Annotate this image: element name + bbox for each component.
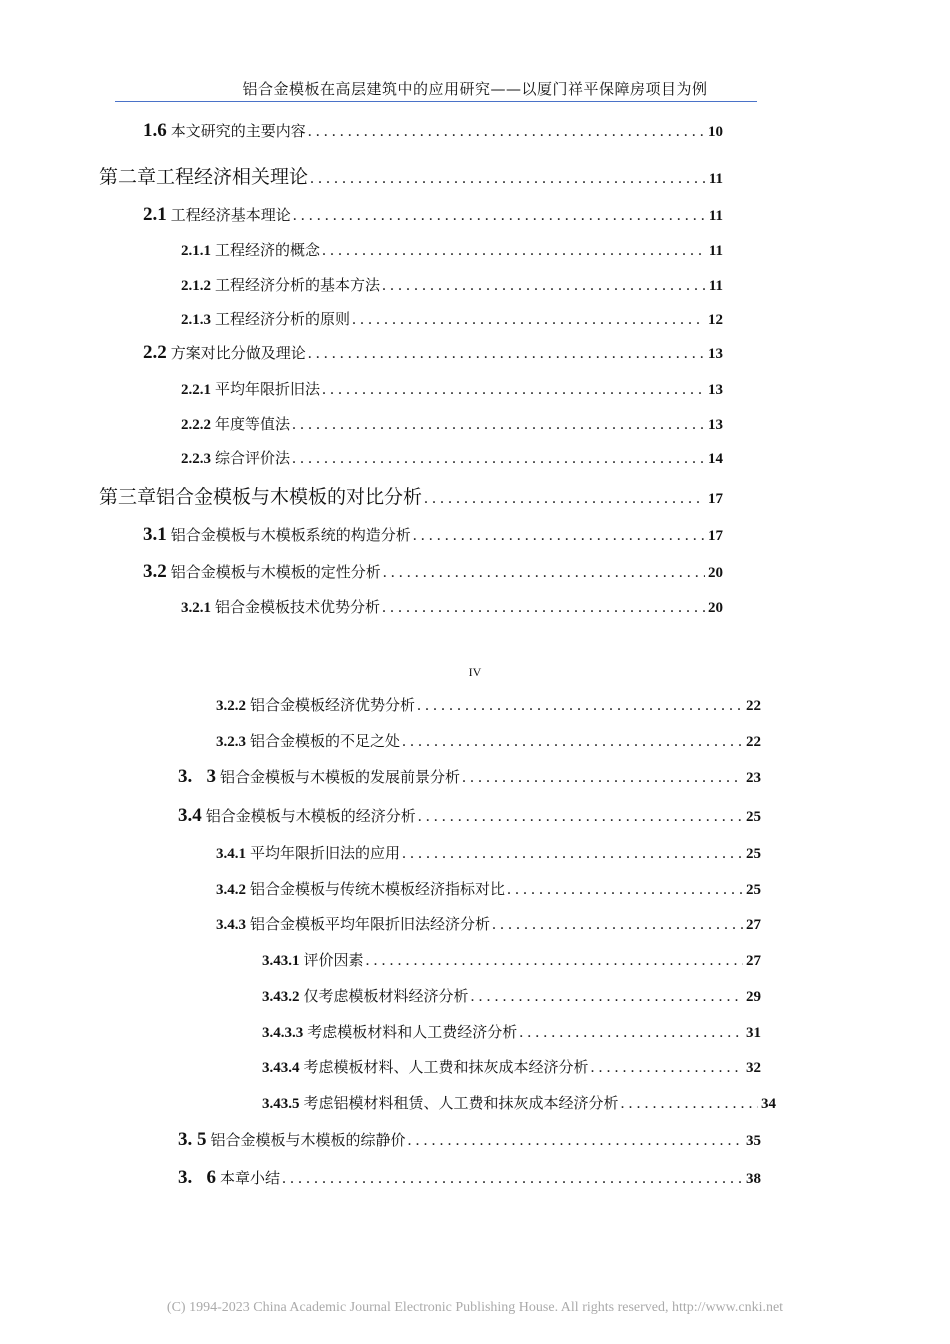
dot-leader: [322, 242, 706, 260]
toc-page-number: 22: [746, 734, 761, 750]
toc-entry[interactable]: [262, 1092, 776, 1113]
toc-page-number: 17: [708, 491, 723, 507]
toc-number: 3. 3: [178, 766, 216, 787]
dot-leader: [424, 490, 705, 508]
toc-number: 2.2.3: [181, 451, 211, 467]
toc-entry[interactable]: [181, 596, 723, 617]
toc-label: 仅考虑模板材料经济分析: [303, 987, 469, 1005]
dot-leader: [408, 1132, 743, 1150]
toc-page-number: 34: [761, 1096, 776, 1112]
toc-page-number: 25: [746, 882, 761, 898]
toc-number: 3. 6: [178, 1167, 216, 1188]
toc-page-number: 13: [708, 382, 723, 398]
toc-number: 3.4.2: [216, 882, 246, 898]
dot-leader: [292, 416, 705, 434]
header-rule: [115, 101, 757, 102]
toc-page-number: 25: [746, 809, 761, 825]
toc-page-number: 11: [708, 278, 723, 294]
toc-page-number: 25: [746, 846, 761, 862]
toc-number: 2.1.1: [181, 243, 211, 259]
dot-leader: [282, 1170, 743, 1188]
page-number: IV: [468, 665, 482, 679]
dot-leader: [383, 564, 705, 582]
toc-label: 铝合金模板与木模板的定性分析: [170, 563, 381, 581]
dot-leader: [621, 1095, 758, 1113]
dot-leader: [292, 450, 705, 468]
dot-leader: [402, 845, 743, 863]
toc-label: 平均年限折旧法的应用: [250, 844, 401, 862]
dot-leader: [308, 345, 705, 363]
dot-leader: [507, 881, 743, 899]
toc-page-number: 11: [708, 243, 723, 259]
toc-label: 工程经济的概念: [215, 241, 321, 259]
toc-entry[interactable]: [262, 1021, 761, 1042]
dot-leader: [402, 733, 743, 751]
dot-leader: [591, 1059, 743, 1077]
toc-entry[interactable]: [181, 447, 723, 468]
toc-entry[interactable]: [216, 878, 761, 899]
dot-leader: [462, 769, 743, 787]
toc-number: 3.43.4: [262, 1060, 300, 1076]
toc-page-number: 29: [746, 989, 761, 1005]
toc-entry-chapter[interactable]: [99, 162, 723, 189]
toc-entry[interactable]: [262, 1056, 761, 1077]
running-header-title: 铝合金模板在高层建筑中的应用研究——以厦门祥平保障房项目为例: [242, 80, 708, 98]
toc-page-number: 22: [746, 698, 761, 714]
toc-entry[interactable]: [143, 524, 723, 546]
toc-page-number: 31: [746, 1025, 761, 1041]
toc-page-number: 38: [746, 1171, 761, 1187]
dot-leader: [471, 988, 743, 1006]
toc-entry-chapter[interactable]: [99, 482, 723, 509]
toc-number: 2.2: [143, 342, 167, 363]
toc-entry[interactable]: [178, 766, 761, 788]
toc-page-number: 27: [746, 953, 761, 969]
toc-entry[interactable]: [262, 949, 761, 970]
toc-label: 考虑模板材料、人工费和抹灰成本经济分析: [303, 1058, 589, 1076]
dot-leader: [382, 277, 706, 295]
toc-label: 方案对比分做及理论: [170, 344, 306, 362]
toc-label: 铝合金模板与传统木模板经济指标对比: [250, 880, 506, 898]
toc-page-number: 20: [708, 565, 723, 581]
toc-number: 3.2.1: [181, 600, 211, 616]
toc-label: 铝合金模板与木模板的发展前景分析: [220, 768, 461, 786]
toc-entry[interactable]: [178, 1129, 761, 1151]
toc-label: 综合评价法: [215, 449, 291, 467]
toc-number: 3.4.3: [216, 917, 246, 933]
toc-entry[interactable]: [181, 413, 723, 434]
toc-number: 3.4: [178, 805, 202, 826]
copyright-footer: (C) 1994-2023 China Academic Journal Electronic Publishing House. All rights reserved, http://www.cnki.net: [166, 1300, 784, 1315]
toc-page-number: 20: [708, 600, 723, 616]
toc-page-number: 27: [746, 917, 761, 933]
toc-number: 2.1.2: [181, 278, 211, 294]
toc-page-number: 13: [708, 417, 723, 433]
dot-leader: [519, 1024, 743, 1042]
toc-page-number: 14: [708, 451, 723, 467]
toc-label: 工程经济基本理论: [170, 206, 291, 224]
toc-entry[interactable]: [143, 561, 723, 583]
toc-entry[interactable]: [216, 694, 761, 715]
toc-entry[interactable]: [143, 342, 723, 364]
toc-number: 2.1: [143, 204, 167, 225]
dot-leader: [382, 599, 705, 617]
toc-label: 铝合金模板技术优势分析: [215, 598, 381, 616]
toc-label: 第二章工程经济相关理论: [99, 166, 309, 188]
toc-number: 3.43.1: [262, 953, 300, 969]
toc-entry[interactable]: [181, 239, 723, 260]
toc-number: 3.43.2: [262, 989, 300, 1005]
toc-label: 本章小结: [220, 1169, 281, 1187]
toc-label: 工程经济分析的原则: [215, 310, 351, 328]
toc-page-number: 10: [708, 124, 723, 140]
toc-entry[interactable]: [181, 308, 723, 329]
dot-leader: [308, 123, 705, 141]
toc-entry[interactable]: [216, 842, 761, 863]
dot-leader: [310, 170, 706, 188]
toc-label: 工程经济分析的基本方法: [215, 276, 381, 294]
toc-label: 考虑模板材料和人工费经济分析: [307, 1023, 518, 1041]
toc-label: 铝合金模板的不足之处: [250, 732, 401, 750]
toc-entry[interactable]: [181, 378, 723, 399]
dot-leader: [352, 311, 705, 329]
dot-leader: [322, 381, 705, 399]
dot-leader: [417, 697, 743, 715]
toc-number: 3.2.2: [216, 698, 246, 714]
toc-page-number: 23: [746, 770, 761, 786]
toc-label: 铝合金模板与木模板系统的构造分析: [170, 526, 411, 544]
toc-entry[interactable]: [216, 913, 761, 934]
toc-entry[interactable]: [178, 805, 761, 827]
toc-number: 1.6: [143, 120, 167, 141]
toc-page-number: 17: [708, 528, 723, 544]
toc-entry[interactable]: [262, 985, 761, 1006]
toc-entry[interactable]: [178, 1167, 761, 1189]
toc-page-number: 12: [708, 312, 723, 328]
toc-number: 3.4.3.3: [262, 1025, 304, 1041]
toc-number: 3.4.1: [216, 846, 246, 862]
toc-page-number: 11: [708, 171, 723, 187]
toc-page-number: 13: [708, 346, 723, 362]
toc-entry[interactable]: [143, 204, 723, 226]
toc-number: 3.43.5: [262, 1096, 300, 1112]
toc-number: 3.2: [143, 561, 167, 582]
toc-number: 3.2.3: [216, 734, 246, 750]
dot-leader: [492, 916, 743, 934]
toc-label: 年度等值法: [215, 415, 291, 433]
toc-entry[interactable]: [181, 274, 723, 295]
toc-label: 铝合金模板与木模板的综静价: [210, 1131, 406, 1149]
toc-page-number: 35: [746, 1133, 761, 1149]
toc-label: 本文研究的主要内容: [170, 122, 306, 140]
toc-label: 铝合金模板平均年限折旧法经济分析: [250, 915, 491, 933]
dot-leader: [418, 808, 743, 826]
toc-label: 铝合金模板经济优势分析: [250, 696, 416, 714]
toc-number: 3. 5: [178, 1129, 207, 1150]
dot-leader: [413, 527, 705, 545]
toc-label: 第三章铝合金模板与木模板的对比分析: [99, 486, 423, 508]
toc-entry[interactable]: [143, 120, 723, 142]
toc-number: 2.2.2: [181, 417, 211, 433]
toc-entry[interactable]: [216, 730, 761, 751]
toc-label: 评价因素: [303, 951, 364, 969]
toc-label: 铝合金模板与木模板的经济分析: [205, 807, 416, 825]
toc-number: 2.1.3: [181, 312, 211, 328]
toc-label: 考虑铝模材料租赁、人工费和抹灰成本经济分析: [303, 1094, 619, 1112]
toc-page-number: 32: [746, 1060, 761, 1076]
toc-page-number: 11: [708, 208, 723, 224]
dot-leader: [293, 207, 706, 225]
toc-label: 平均年限折旧法: [215, 380, 321, 398]
toc-number: 3.1: [143, 524, 167, 545]
toc-number: 2.2.1: [181, 382, 211, 398]
dot-leader: [366, 952, 743, 970]
